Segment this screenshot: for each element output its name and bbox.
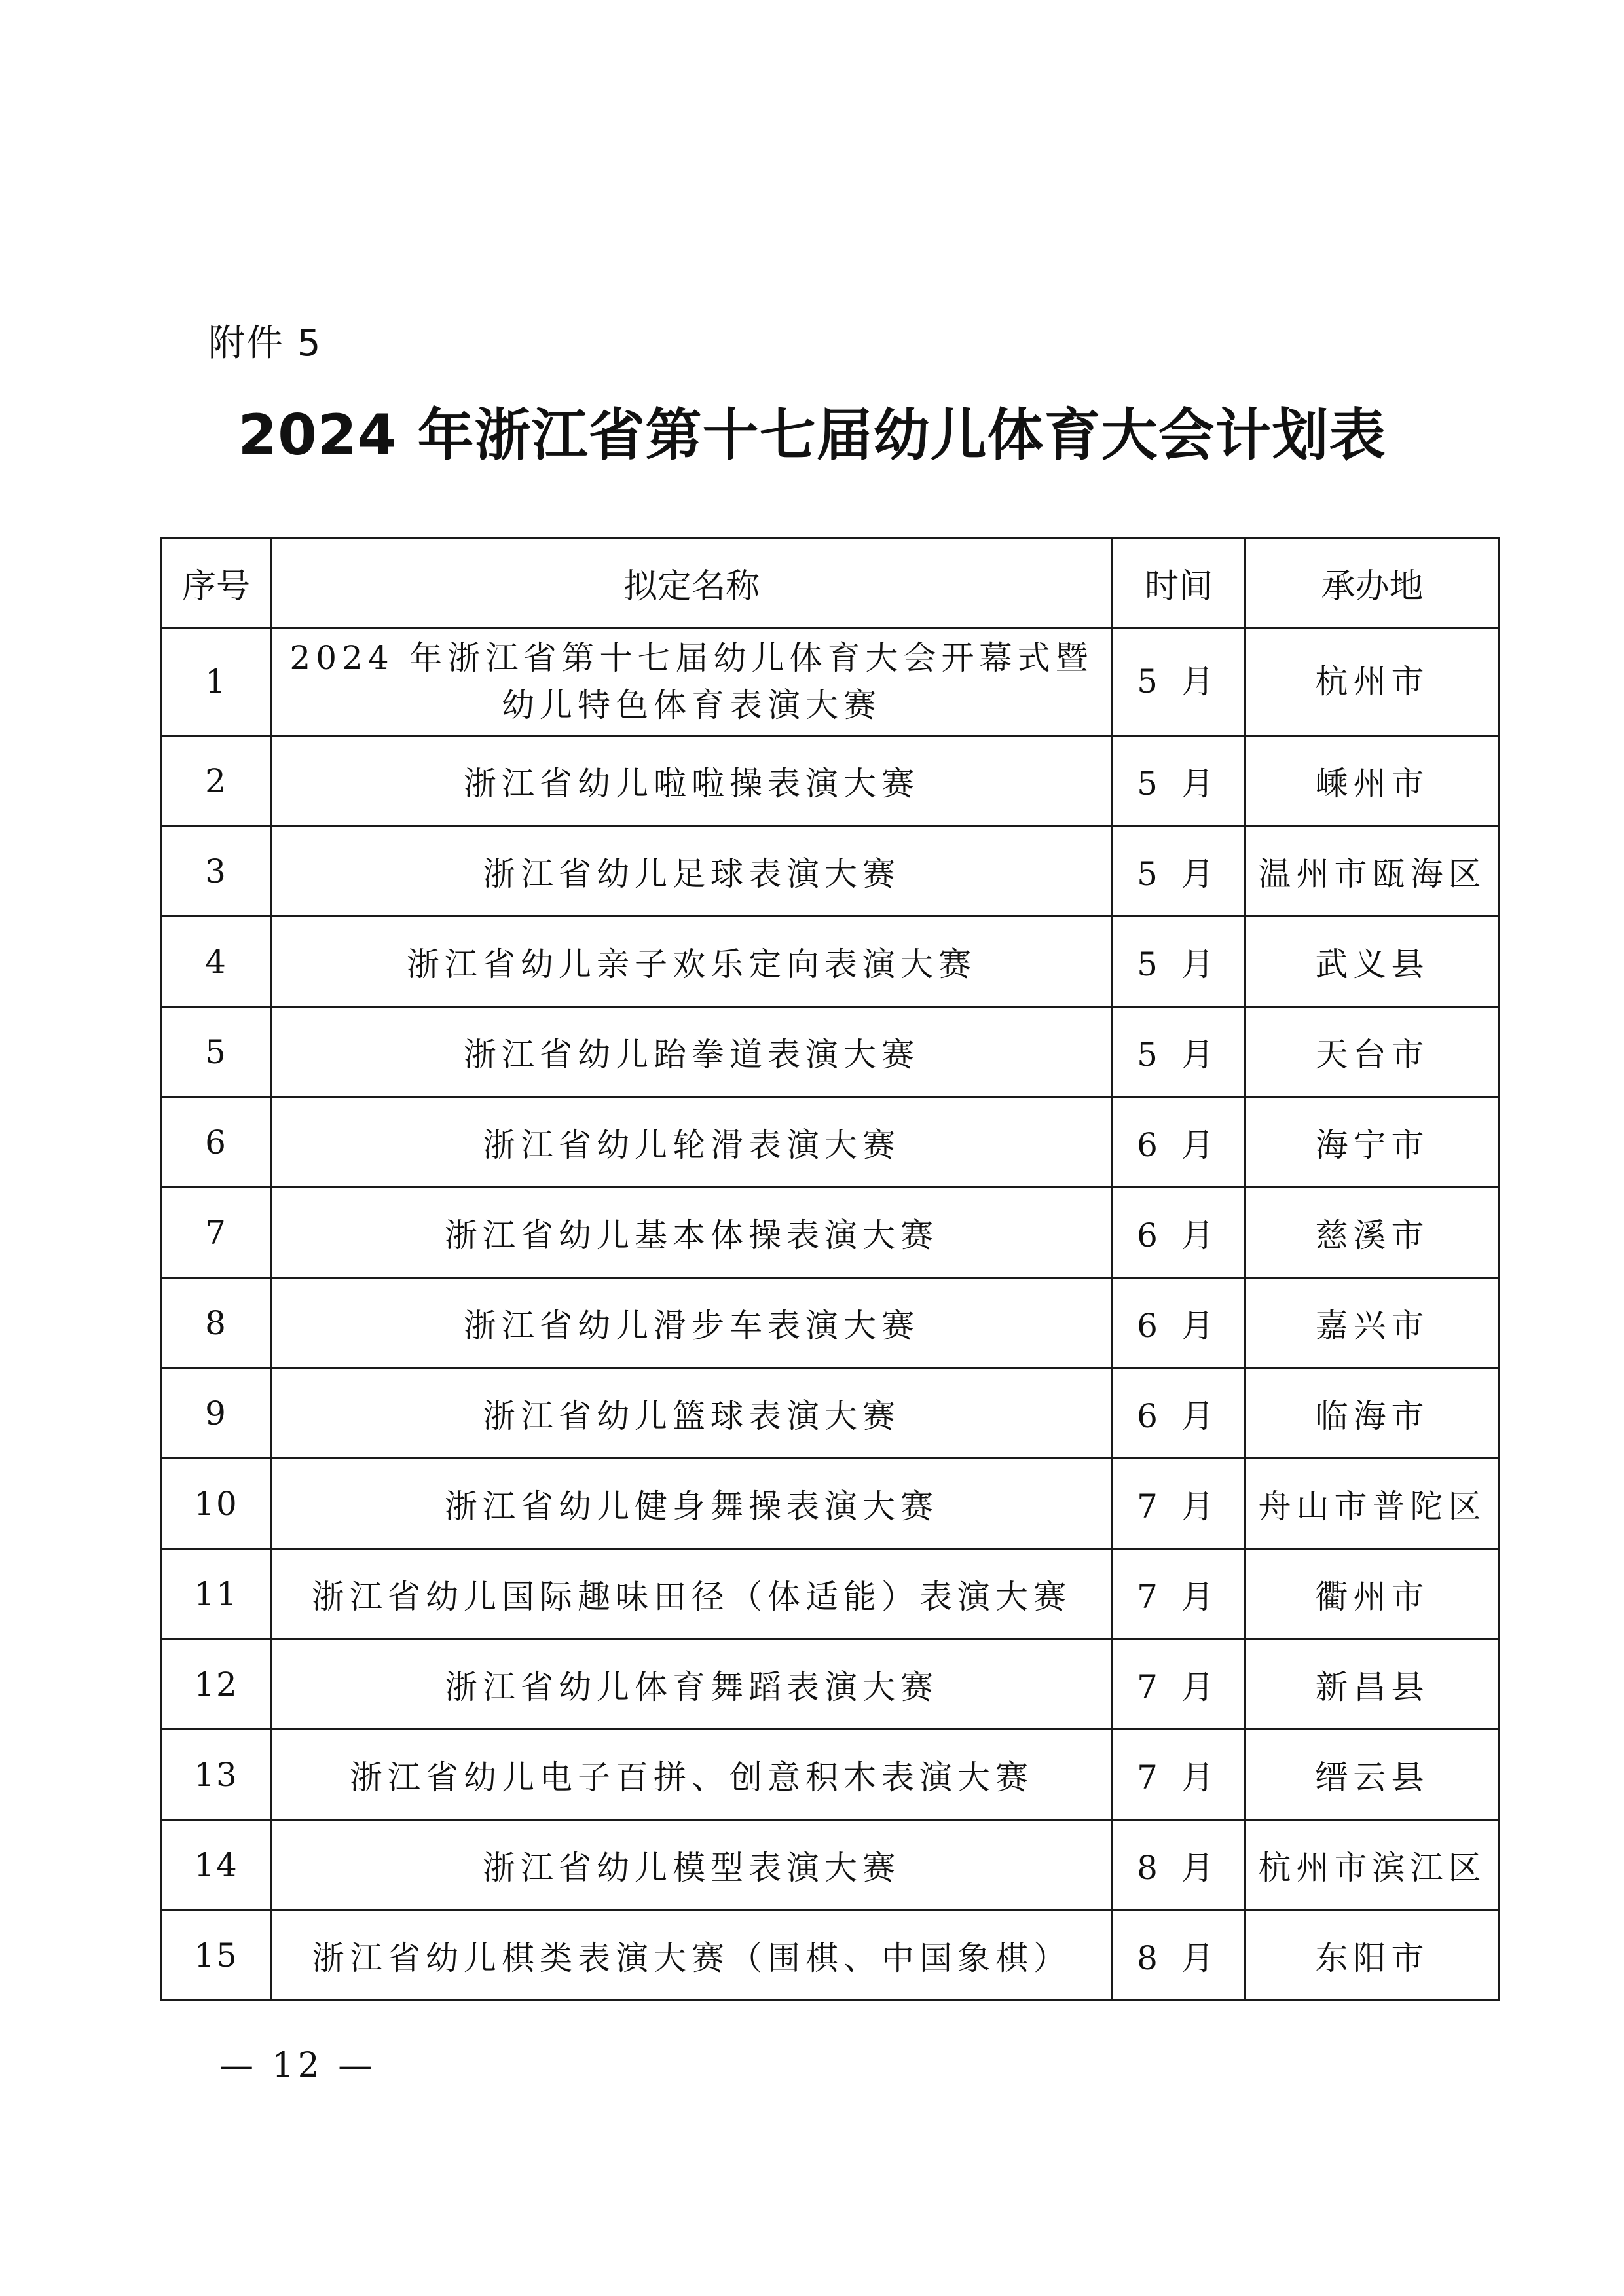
table-row (162, 736, 1500, 826)
cell-seq: 7 (162, 1188, 271, 1278)
cell-name (271, 628, 1113, 736)
cell-host: 衢州市 (1246, 1549, 1500, 1639)
cell-time: 5 月 (1113, 1007, 1246, 1097)
cell-name: 浙江省幼儿基本体操表演大赛 (271, 1188, 1113, 1278)
table-row (162, 826, 1500, 917)
cell-host: 海宁市 (1246, 1097, 1500, 1188)
table-row (162, 1097, 1500, 1188)
table-row (162, 1639, 1500, 1730)
cell-seq: 13 (162, 1730, 271, 1820)
table-row (162, 1459, 1500, 1549)
page-number: — 12 — (219, 2046, 377, 2085)
table-row (162, 1188, 1500, 1278)
cell-seq: 9 (162, 1368, 271, 1459)
cell-time: 5 月 (1113, 736, 1246, 826)
cell-seq: 10 (162, 1459, 271, 1549)
cell-time: 5 月 (1113, 826, 1246, 917)
table-row (162, 1368, 1500, 1459)
cell-name: 浙江省幼儿模型表演大赛 (271, 1820, 1113, 1910)
cell-host: 武义县 (1246, 917, 1500, 1007)
cell-seq: 5 (162, 1007, 271, 1097)
cell-name: 浙江省幼儿篮球表演大赛 (271, 1368, 1113, 1459)
document-title: 2024 年浙江省第十七届幼儿体育大会计划表 (238, 403, 1386, 468)
cell-name-line2: 幼儿特色体育表演大赛 (502, 686, 881, 724)
cell-host: 杭州市滨江区 (1246, 1820, 1500, 1910)
cell-host: 缙云县 (1246, 1730, 1500, 1820)
cell-time: 6 月 (1113, 1188, 1246, 1278)
cell-seq: 8 (162, 1278, 271, 1368)
cell-name: 浙江省幼儿健身舞操表演大赛 (271, 1459, 1113, 1549)
header-host: 承办地 (1246, 538, 1500, 628)
cell-host: 慈溪市 (1246, 1188, 1500, 1278)
cell-host: 天台市 (1246, 1007, 1500, 1097)
cell-name: 浙江省幼儿轮滑表演大赛 (271, 1097, 1113, 1188)
cell-seq: 2 (162, 736, 271, 826)
cell-host: 温州市瓯海区 (1246, 826, 1500, 917)
cell-name: 浙江省幼儿电子百拼、创意积木表演大赛 (271, 1730, 1113, 1820)
cell-seq: 6 (162, 1097, 271, 1188)
cell-seq: 14 (162, 1820, 271, 1910)
cell-name: 浙江省幼儿滑步车表演大赛 (271, 1278, 1113, 1368)
cell-name-line1: 2024 年浙江省第十七届幼儿体育大会开幕式暨 (289, 639, 1094, 677)
cell-name: 浙江省幼儿跆拳道表演大赛 (271, 1007, 1113, 1097)
cell-name: 浙江省幼儿亲子欢乐定向表演大赛 (271, 917, 1113, 1007)
plan-table (160, 537, 1500, 2001)
attachment-label: 附件 5 (208, 322, 322, 365)
cell-host: 嘉兴市 (1246, 1278, 1500, 1368)
cell-seq: 11 (162, 1549, 271, 1639)
cell-seq: 4 (162, 917, 271, 1007)
table-row (162, 628, 1500, 736)
cell-host: 舟山市普陀区 (1246, 1459, 1500, 1549)
cell-time: 8 月 (1113, 1820, 1246, 1910)
header-time: 时间 (1113, 538, 1246, 628)
cell-time: 7 月 (1113, 1549, 1246, 1639)
header-name: 拟定名称 (271, 538, 1113, 628)
cell-host: 临海市 (1246, 1368, 1500, 1459)
cell-time: 5 月 (1113, 917, 1246, 1007)
cell-seq: 12 (162, 1639, 271, 1730)
cell-time: 5 月 (1113, 628, 1246, 736)
cell-name: 浙江省幼儿足球表演大赛 (271, 826, 1113, 917)
cell-host: 杭州市 (1246, 628, 1500, 736)
cell-name: 浙江省幼儿体育舞蹈表演大赛 (271, 1639, 1113, 1730)
cell-time: 6 月 (1113, 1368, 1246, 1459)
cell-seq: 15 (162, 1910, 271, 2001)
cell-host: 东阳市 (1246, 1910, 1500, 2001)
cell-seq: 3 (162, 826, 271, 917)
cell-time: 8 月 (1113, 1910, 1246, 2001)
table-row (162, 917, 1500, 1007)
cell-seq: 1 (162, 628, 271, 736)
cell-name: 浙江省幼儿啦啦操表演大赛 (271, 736, 1113, 826)
cell-name: 浙江省幼儿国际趣味田径（体适能）表演大赛 (271, 1549, 1113, 1639)
table-row (162, 1730, 1500, 1820)
header-seq: 序号 (162, 538, 271, 628)
cell-time: 7 月 (1113, 1730, 1246, 1820)
table-row (162, 1007, 1500, 1097)
table-row (162, 1910, 1500, 2001)
cell-time: 6 月 (1113, 1097, 1246, 1188)
cell-host: 嵊州市 (1246, 736, 1500, 826)
table-row (162, 1278, 1500, 1368)
cell-time: 6 月 (1113, 1278, 1246, 1368)
cell-host: 新昌县 (1246, 1639, 1500, 1730)
table-row (162, 1549, 1500, 1639)
cell-name: 浙江省幼儿棋类表演大赛（围棋、中国象棋） (271, 1910, 1113, 2001)
table-row (162, 1820, 1500, 1910)
table-header-row (162, 538, 1500, 628)
cell-time: 7 月 (1113, 1639, 1246, 1730)
cell-time: 7 月 (1113, 1459, 1246, 1549)
